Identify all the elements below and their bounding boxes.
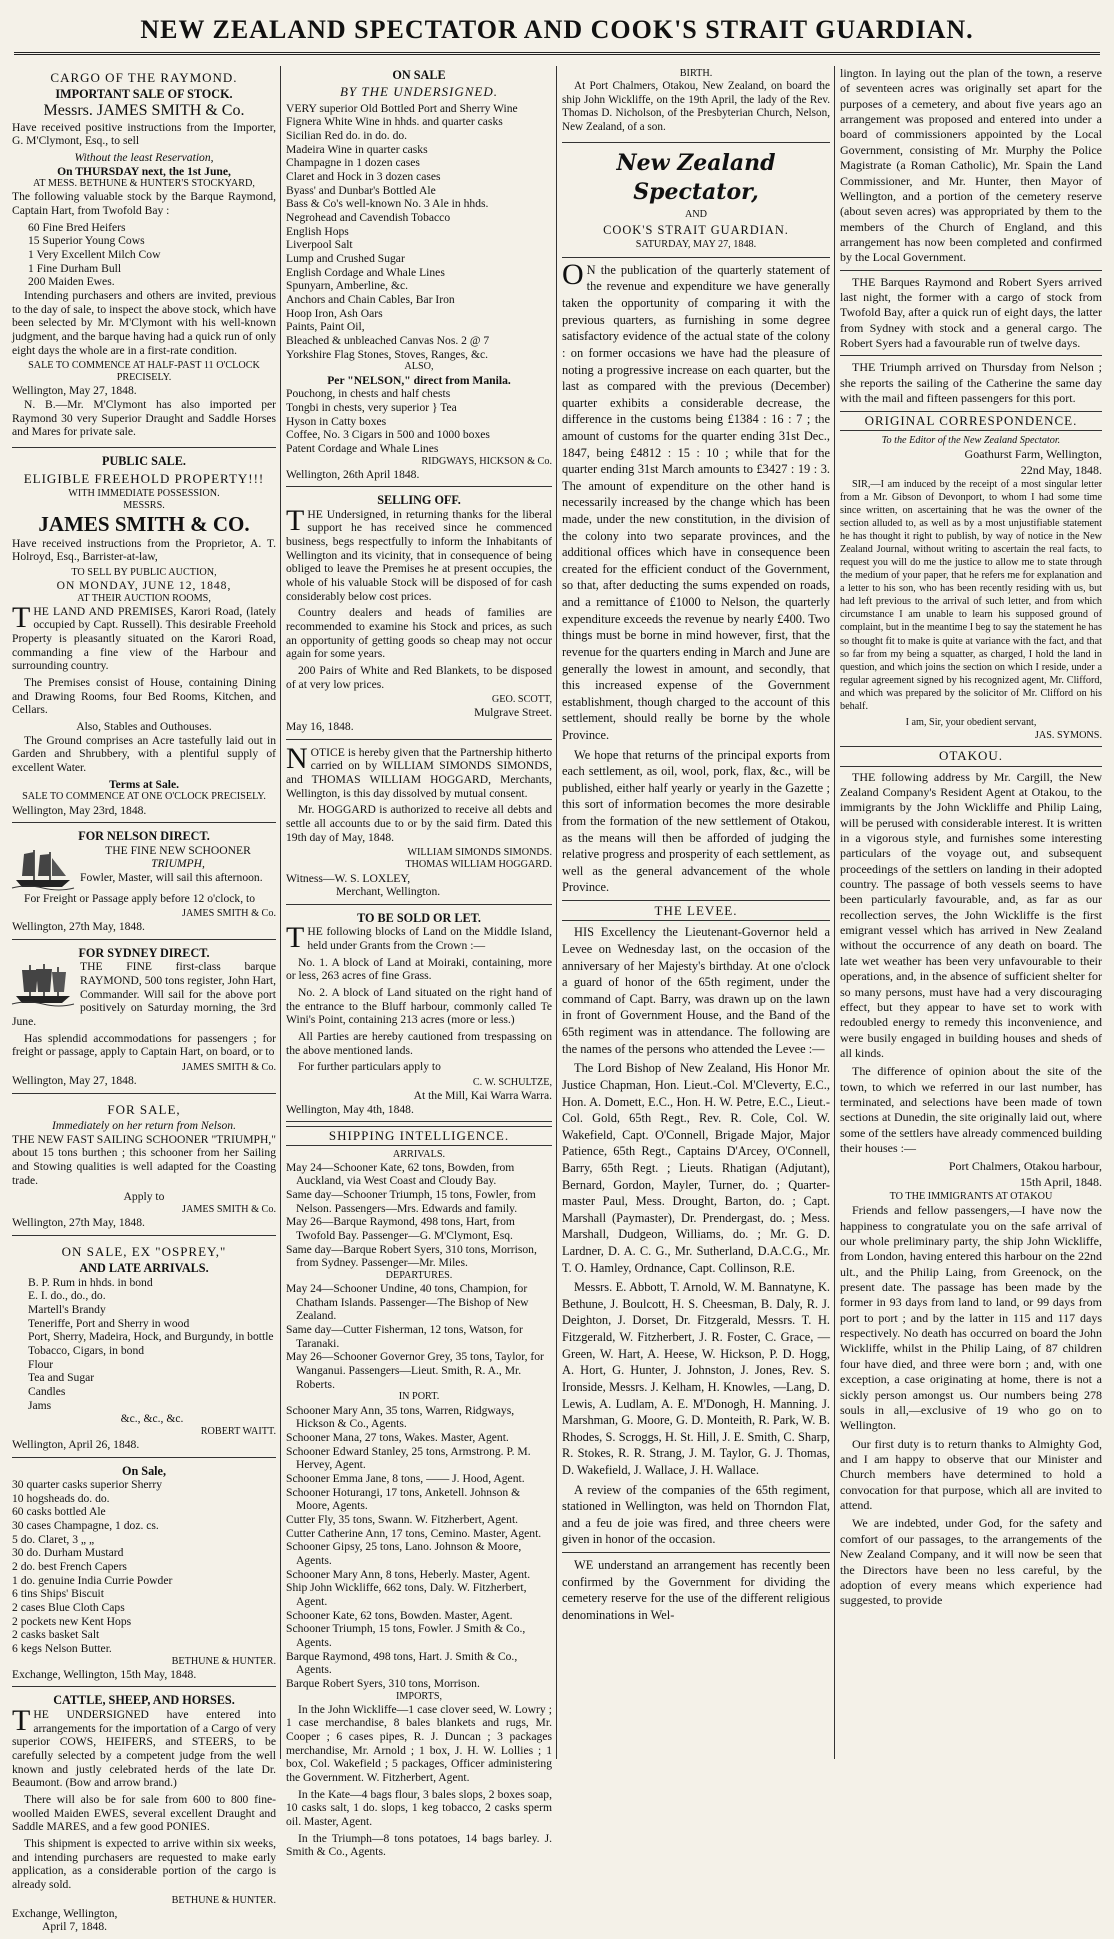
list-item: Yorkshire Flag Stones, Stoves, Ranges, &c.	[286, 347, 489, 361]
divider	[840, 270, 1102, 271]
ad-note: N. B.—Mr. M'Clymont has also imported per Raymond 30 very Superior Draught and Saddle Horses and Mares for private sale.	[12, 398, 276, 439]
column-rule	[834, 66, 835, 1759]
ad-title: ON SALE	[392, 68, 446, 82]
list-item: Same day—Schooner Triumph, 15 tons, Fowler, from Nelson. Passengers—Mrs. Edwards and family.	[286, 1188, 536, 1215]
dateline: Wellington, April 26, 1848.	[12, 1437, 140, 1451]
sale-date: On THURSDAY next, the 1st June,	[57, 164, 231, 178]
section-title: OTAKOU.	[840, 746, 1102, 767]
letter-address: Port Chalmers, Otakou harbour,	[948, 1159, 1102, 1174]
paper-name: New Zealand Spectator,	[616, 149, 776, 206]
section-title: ORIGINAL CORRESPONDENCE.	[840, 411, 1102, 432]
goods-list	[286, 102, 552, 362]
list-item: 30 cases Champagne, 1 doz. cs.	[12, 1519, 159, 1533]
list-item: Schooner Emma Jane, 8 tons, —— J. Hood, Agent.	[286, 1471, 525, 1485]
list-item: Schooner Mary Ann, 35 tons, Warren, Ridgways, Hickson & Co., Agents.	[286, 1403, 515, 1431]
ad-text: Have received instructions from the Proprietor, A. T. Holroyd, Esq., Barrister-at-law,	[12, 536, 276, 564]
otakou-paragraph: THE following address by Mr. Cargill, the New Zealand Company's Resident Agent at Otakou, to the immigrants by the John Wickliffe and Philip Laing, will be perused with considerable interest. It is written in a vigorous style, and furnishes some interesting particulars of the voyage out, and subsequent proceedings of the settlers on landing in their adopted country. The passage of both vessels seems to have been particularly favourable, and, as far as our recollection serves, the John Wickliffe is the first emigrant vessel which has arrived in New Zealand without the occurrence of any death on board. The late wet weather has been very unfavourable to their operations, and, in the absence of sufficient shelter for so many persons, must have had a very discouraging effect, but they appear to have set to work with redoubled energy to remedy this inconvenience, and were busily engaged in building houses and sheds of all kinds.	[840, 769, 1102, 1060]
stock-list	[12, 221, 276, 289]
section-title: BIRTH.	[679, 68, 713, 79]
goods-list	[12, 1478, 276, 1656]
agent: ROBERT WAITT.	[200, 1425, 276, 1437]
imports-list	[286, 1703, 552, 1859]
agent: BETHUNE & HUNTER.	[171, 1655, 276, 1667]
list-item: Hyson in Catty boxes	[286, 414, 387, 428]
news-paragraph: THE Triumph arrived on Thursday from Nelson ; she reports the sailing of the Catherine the same day with the mail and fifteen passengers for this port.	[840, 360, 1102, 406]
list-item: Hoop Iron, Ash Oars	[286, 306, 383, 320]
ad-title: CATTLE, SHEEP, AND HORSES.	[53, 1693, 235, 1708]
letter-date: 22nd May, 1848.	[1020, 462, 1102, 477]
firm-name: JAMES SMITH & CO.	[38, 511, 250, 536]
list-item: Barque Raymond, 498 tons, Hart. J. Smith & Co., Agents.	[286, 1649, 518, 1677]
news-paragraph: THE Barques Raymond and Robert Syers arrived last night, the former with a cargo of stock from Twofold Bay, after a quick run of eight days, the latter from Sydney with stock and a general cargo. The Robert Syers had a favourable run of twelve days.	[840, 274, 1102, 351]
ad-subtitle: ELIGIBLE FREEHOLD PROPERTY!!!	[23, 470, 265, 486]
ad-text: Have received positive instructions from the Importer, G. M'Clymont, Esq., to sell	[12, 120, 276, 148]
ad-text: Without the least Reservation,	[74, 150, 214, 164]
signature: THOMAS WILLIAM HOGGARD.	[405, 859, 552, 871]
list-item: 15 Superior Young Cows	[28, 234, 145, 248]
divider	[840, 355, 1102, 356]
letter-addressee: To the Editor of the New Zealand Spectator.	[881, 435, 1061, 447]
paper-subtitle: COOK'S STRAIT GUARDIAN.	[603, 222, 789, 237]
subsection-title: IN PORT.	[398, 1391, 440, 1403]
goods-list	[286, 387, 552, 455]
shipping-intelligence	[286, 1126, 552, 1859]
list-item: Claret and Hock in 3 dozen cases	[286, 170, 441, 184]
ad-subtitle: Per "NELSON," direct from Manila.	[327, 373, 511, 387]
list-item: 60 Fine Bred Heifers	[28, 220, 126, 234]
list-item: Patent Cordage and Whale Lines	[286, 441, 439, 455]
ad-title: PUBLIC SALE.	[102, 454, 186, 469]
issue-date: SATURDAY, MAY 27, 1848.	[635, 239, 757, 251]
ad-nelson-direct	[12, 827, 276, 940]
list-item: Candles	[28, 1384, 66, 1398]
sale-time: SALE TO COMMENCE AT HALF-PAST 11 O'CLOCK PRECISELY.	[28, 360, 260, 384]
list-item: Madeira Wine in quarter casks	[286, 142, 428, 156]
editorial-paragraph: ON the publication of the quarterly statement of the revenue and expenditure we have generally taken the opportunity of comparing it with the previous quarters, as furnishing in some degree satisfactory evidence of the actual state of the colony : on former occasions we have had the pleasure of noting a progressive increase on each quarter, but the last as compared with the previous (December) quarter exhibits a considerable decrease, the difference in the customs being £1384 : 16 : 7 ; the amount of customs for the quarter ending 31st Dec., 1847, being £4812 : 15 : 10 ; while that for the quarter ending 31st March amounts to £3427 : 19 : 3. The amount of expenditure on the other hand is necessarily increased by the change which has been made, under the new constitution, in the division of the colony into two separate provinces, and the additional offices which have in consequence been created for the efficient conduct of the Government, so that, after deducting the sums expended on roads, and a remittance of £1000 to Nelson, the quarterly expenditure exceeds the revenue by nearly £400. Two things must be borne in mind however, first, that the revenue for the quarters ending in March and June are generally the lowest in amount, and secondly, that this increased expense of the Government establishment, though charged to the account of this settlement, should really be borne by the whole Province.	[562, 257, 831, 742]
signature: WILLIAM SIMONDS SIMONDS.	[407, 847, 552, 859]
list-item: Sicilian Red do. in do. do.	[286, 129, 408, 143]
signature: JAS. SYMONS.	[1034, 729, 1102, 741]
list-item: Schooner Mana, 27 tons, Wakes. Master, Agent.	[286, 1430, 509, 1444]
ad-text: TO SELL BY PUBLIC AUCTION,	[71, 567, 217, 579]
firm-name: Messrs. JAMES SMITH & Co.	[43, 101, 245, 119]
ad-cattle	[12, 1691, 276, 1939]
ad-text: THE Undersigned, in returning thanks for the liberal support he has received since he commenced business, begs respectfully to inform the Inhabitants of Wellington and its vicinity, that in consequence of being obliged to leave the Premises he at present occupies, the whole of his valuable Stock will be disposed of for cash considerably below cost prices.	[286, 503, 552, 603]
birth-notice	[562, 66, 830, 143]
ad-freehold	[12, 452, 276, 823]
agent: RIDGWAYS, HICKSON & Co.	[421, 455, 552, 467]
list-item: Barque Robert Syers, 310 tons, Morrison.	[286, 1676, 480, 1690]
list-item: 2 pockets new Kent Hops	[12, 1614, 132, 1628]
column-2	[286, 66, 552, 1859]
in-port-list	[286, 1404, 552, 1691]
list-item: Jams	[28, 1398, 52, 1412]
ad-subtitle: Immediately on her return from Nelson.	[52, 1119, 236, 1133]
divider	[562, 1552, 830, 1553]
ad-text: NOTICE is hereby given that the Partnership hitherto carried on by WILLIAM SIMONDS SIMONDS, and THOMAS WILLIAM HOGGARD, Merchants, Wellington, is this day dissolved by mutual consent.	[286, 741, 552, 800]
list-item: Bass & Co's well-known No. 3 Ale in hhds.	[286, 197, 489, 211]
ad-title: ON SALE, EX "OSPREY,"	[61, 1243, 227, 1259]
section-title: SHIPPING INTELLIGENCE.	[286, 1126, 552, 1145]
list-item: 30 quarter casks superior Sherry	[12, 1478, 163, 1492]
dateline: Wellington, May 4th, 1848.	[286, 1102, 414, 1116]
dateline: Wellington, May 27, 1848.	[12, 384, 137, 398]
letter-close: I am, Sir, your obedient servant,	[905, 716, 1037, 728]
ship-icon	[12, 962, 74, 1006]
list-item: Bleached & unbleached Canvas Nos. 2 @ 7	[286, 334, 490, 348]
letter-addressee: TO THE IMMIGRANTS AT OTAKOU	[889, 1191, 1053, 1203]
editorial-paragraph: We hope that returns of the principal exports from each settlement, as oil, wool, pork, flax, &c., will be published, either half yearly or yearly in the Gazette ; this sort of information becomes the more desirable from the formation of the new settlement of Otakou, as the means will then be afforded of judging the relative progress and prosperity of each settlement, as well as the general advancement of the whole Province.	[562, 747, 830, 895]
ad-to-be-sold	[286, 909, 552, 1122]
list-item: Paints, Paint Oil,	[286, 320, 365, 334]
ad-text: THE FINE first-class barque RAYMOND, 500 tons register, John Hart, Commander. Will sail for the above port positively on Saturday morning, the 3rd June.	[12, 960, 276, 1029]
list-item: B. P. Rum in hhds. in bond	[28, 1275, 153, 1289]
subsection-title: IMPORTS,	[395, 1690, 443, 1702]
list-item: English Hops	[286, 224, 349, 238]
list-item: Flour	[28, 1357, 54, 1371]
dateline: April 7, 1848.	[42, 1920, 108, 1934]
list-item: E. I. do., do., do.	[28, 1289, 106, 1303]
list-item: 30 do. Durham Mustard	[12, 1546, 124, 1560]
sale-date: ON MONDAY, JUNE 12, 1848,	[56, 579, 232, 593]
column-3	[562, 66, 830, 1759]
ad-text: THE FINE NEW SCHOONER	[105, 843, 251, 857]
ad-text: ALSO,	[404, 361, 434, 373]
agent: JAMES SMITH & Co.	[182, 1204, 276, 1216]
list-item: 6 kegs Nelson Butter.	[12, 1642, 112, 1656]
column-1	[12, 66, 276, 1934]
ad-text: The following valuable stock by the Barque Raymond, Captain Hart, from Twofold Bay :	[12, 190, 276, 217]
ad-title: TO BE SOLD OR LET.	[357, 910, 481, 925]
witness: Witness—W. S. LOXLEY,	[286, 871, 411, 885]
list-item: Martell's Brandy	[28, 1302, 106, 1316]
agent-address: At the Mill, Kai Warra Warra.	[413, 1089, 552, 1102]
otakou-paragraph: We are indebted, under God, for the safety and comfort of our passages, to the arrangements of the New Zealand Company, and it will now be seen that the Directors have been no less careful, by the adoption of every means which experience had suggested, to provide	[840, 1516, 1102, 1608]
ad-text: THE NEW FAST SAILING SCHOONER "TRIUMPH," about 15 tons burthen ; this schooner from her Sailing and Stowing qualities is well adapted for the Coasting trade.	[12, 1132, 276, 1187]
agent: C. W. SCHULTZE,	[472, 1076, 552, 1088]
list-item: Anchors and Chain Cables, Bar Iron	[286, 293, 455, 307]
list-item: May 26—Barque Raymond, 498 tons, Hart, from Twofold Bay. Passenger—G. M'Clymont, Esq.	[286, 1215, 515, 1243]
list-item: 1 do. genuine India Currie Powder	[12, 1573, 173, 1587]
list-item: Schooner Edward Stanley, 25 tons, Armstrong. P. M. Hervey, Agent.	[286, 1444, 531, 1472]
ad-text: Fowler, Master, will sail this afternoon.	[80, 870, 263, 884]
list-item: In the Triumph—8 tons potatoes, 14 bags barley. J. Smith & Co., Agents.	[286, 1831, 552, 1859]
list-item: Tongbi in chests, very superior } Tea	[286, 400, 457, 414]
list-item: In the Kate—4 bags flour, 3 bales slops, 2 boxes soap, 10 casks salt, 1 do. slops, 1 keg tobacco, 2 casks sperm oil. Master, Agent.	[286, 1787, 552, 1829]
ad-osprey	[12, 1240, 276, 1458]
otakou-paragraph: Our first duty is to return thanks to Almighty God, and I am happy to observe that our Minister and Church members have determined to hold a convocation for that purpose, which all are invited to attend.	[840, 1436, 1102, 1513]
goods-list	[12, 1276, 276, 1426]
ad-text: No. 1. A block of Land at Moiraki, containing, more or less, 263 acres of fine Grass.	[286, 955, 552, 983]
letter-body: SIR,—I am induced by the receipt of a most singular letter from a Mr. Gibson of Devonport, to whom I had some time since written, on ascertaining that he was the owner of the section alluded to, as well as by a most unjustifiable statement he has thought it right to publish, by way of notice in the New Zealand Journal, without writing to ascertain the real facts, to request you will do me the justice to allow me to state through the medium of your paper, that he refers me for explanation and a letter to his son, who has been recently residing with us, but had left previous to the arrival of such letter, and from which circumstance I am unable to learn his supposed ground of complaint, but in the meantime I beg to say the statement he has so thought fit to make is quite at variance with the fact, and that so far from my being a squatter, as charged, I hold the land in question, and which joins the section on which I reside, under a regular agreement signed by his recognized agent, Mr. Clifford, and which was prepared by the solicitor of Mr. Clifford on his behalf.	[840, 478, 1102, 712]
ad-subtitle: WITH IMMEDIATE POSSESSION.	[68, 487, 220, 499]
dateline: Exchange, Wellington,	[12, 1906, 118, 1920]
list-item: Teneriffe, Port and Sherry in wood	[28, 1316, 190, 1330]
list-item: 1 Fine Durham Bull	[28, 261, 122, 275]
list-item: &c., &c., &c.	[120, 1412, 184, 1426]
ship-icon	[12, 846, 74, 890]
dateline: Wellington, 27th May, 1848.	[12, 920, 145, 934]
column-rule	[556, 66, 557, 1759]
ad-text: Intending purchasers and others are invited, previous to the day of sale, to inspect the above stock, which have been selected by Mr. M'Clymont with his well-known judgment, and the barque having had a quick run of only eight days the whole are in a first-rate condition.	[12, 289, 276, 357]
otakou-paragraph: Friends and fellow passengers,—I have now the happiness to congratulate you on the safe arrival of our whole preliminary party, the ship John Wickliffe, from London, having entered this harbour on the 22nd ult., and the Philip Laing, from Greenock, on the present date. The passage has been made by the former in 93 days from land to land, or 99 days from port to port ; and by the latter in 115 and 117 days respectively. No death has occurred on board the John Wickliffe, whilst in the Philip Laing, of 87 children four have died, and three were born ; and, with one exception, a case originating at home, there is not a sickly person amongst us. Our numbers being 278 souls in all,—exclusive of 19 who go on to Wellington.	[840, 1203, 1102, 1433]
letter-date: 15th April, 1848.	[1019, 1174, 1102, 1189]
section-title: THE LEVEE.	[562, 900, 830, 921]
cemetery-paragraph: WE understand an arrangement has recently been confirmed by the Government for dividing the cemetery reserve for the use of the different religious denominations in Wel-	[562, 1557, 830, 1622]
ad-text: No. 2. A block of Land situated on the right hand of the entrance to the Bluff harbour, commonly called Te Wini's Point, containing 213 acres (more or less.)	[286, 985, 552, 1027]
list-item: 2 cases Blue Cloth Caps	[12, 1601, 125, 1615]
dateline: Wellington, 27th May, 1848.	[12, 1216, 145, 1230]
ad-title: FOR NELSON DIRECT.	[78, 829, 210, 844]
dateline: Wellington, May 23rd, 1848.	[12, 803, 147, 817]
list-item: Ship John Wickliffe, 662 tons, Daly. W. Fitzherbert, Agent.	[286, 1581, 527, 1608]
ad-for-sale-triumph	[12, 1098, 276, 1236]
list-item: Fignera White Wine in hhds. and quarter casks	[286, 115, 503, 129]
ad-text: For further particulars apply to	[298, 1060, 441, 1074]
ad-text: Also, Stables and Outhouses.	[76, 720, 212, 734]
subsection-title: ARRIVALS.	[392, 1148, 446, 1160]
subsection-title: DEPARTURES.	[385, 1270, 453, 1282]
ad-selling-off	[286, 491, 552, 740]
list-item: Liverpool Salt	[286, 238, 353, 252]
ad-subtitle: BY THE UNDERSIGNED.	[339, 84, 499, 100]
ad-text: Country dealers and heads of families are recommended to examine his Stock and prices, as such an opportunity of getting goods so cheap may not occur again for some years.	[286, 606, 552, 661]
ad-text: The Premises consist of House, containing Dining and Drawing Rooms, four Bed Rooms, Kitchen, and Cellars.	[12, 676, 276, 717]
list-item: May 24—Schooner Kate, 62 tons, Bowden, from Auckland, via West Coast and Cloudy Bay.	[286, 1160, 515, 1188]
list-item: May 24—Schooner Undine, 40 tons, Champion, for Chatham Islands. Passenger—The Bishop of New Zealand.	[286, 1282, 529, 1323]
column-rule	[280, 66, 281, 1759]
witness: Merchant, Wellington.	[336, 885, 441, 899]
ad-text: Terms at Sale.	[108, 777, 180, 791]
masthead: NEW ZEALAND SPECTATOR AND COOK'S STRAIT GUARDIAN.	[14, 8, 1100, 55]
column-4	[840, 66, 1102, 1759]
sale-time: SALE TO COMMENCE AT ONE O'CLOCK PRECISELY.	[22, 791, 266, 803]
list-item: Cutter Fly, 35 tons, Swann. W. Fitzherbert, Agent.	[286, 1512, 519, 1526]
ad-text: 200 Pairs of White and Red Blankets, to be disposed of at very low prices.	[286, 664, 552, 691]
levee-paragraph: Messrs. E. Abbott, T. Arnold, W. M. Bannatyne, K. Bethune, J. Boulcott, H. S. Cheesman, B. Daly, R. J. Deighton, J. Dorset, Dr. Fitzgerald, Messrs. T. H. Fitzgerald, W. Fitzherbert, J. R. Foster, C. Grace, — Green, W. Hart, A. Heese, W. Hickson, P. D. Hogg, A. Hort, G. Hunter, J. Johnston, J. Jones, Rev. S. Ironside, Messrs. J. Kelham, H. Knowles, —Lang, D. Lewis, A. Ludlam, A. E. M'Donogh, H. Manning. J. Marshman, G. Moore, G. D. Monteith, R. Park, W. B. Rhodes, S. Scroggs, H. St. Hill, J. E. Smith, C. Sharp, R. Stokes, R. R. Strang, J. M. Taylor, G. J. Thomas, D. Wakefield, J. Wallace, J. H. Wallace.	[562, 1280, 830, 1477]
ad-text: THE LAND AND PREMISES, Karori Road, (lately occupied by Capt. Russell). This desirable Freehold Property is pleasantly situated on the Karori Road, commanding a fine view of the Harbour and surrounding country.	[12, 600, 276, 673]
list-item: VERY superior Old Bottled Port and Sherry Wine	[286, 101, 518, 115]
ship-name: TRIUMPH,	[151, 857, 205, 871]
ad-title: FOR SYDNEY DIRECT.	[78, 945, 210, 960]
agent: GEO. SCOTT,	[491, 694, 552, 706]
ad-cargo-raymond	[12, 66, 276, 448]
ad-text: The Ground comprises an Acre tastefully laid out in Garden and Shrubbery, with a plentiful supply of excellent Water.	[12, 733, 276, 775]
dateline: Exchange, Wellington, 15th May, 1848.	[12, 1667, 197, 1681]
list-item: Spunyarn, Amberline, &c.	[286, 279, 409, 293]
paper-name-join: AND	[684, 208, 708, 220]
list-item: Coffee, No. 3 Cigars in 500 and 1000 boxes	[286, 428, 490, 442]
ad-title: FOR SALE,	[107, 1101, 181, 1117]
ad-text: There will also be for sale from 600 to 800 fine-woolled Maiden EWES, several excellent Draught and Saddle MARES, and a few good PONIES.	[12, 1792, 276, 1834]
list-item: Schooner Mary Ann, 8 tons, Heberly. Master, Agent.	[286, 1567, 531, 1581]
levee-paragraph: A review of the companies of the 65th regiment, stationed in Wellington, was held on Thorndon Flat, and a feu de joie was fired, and three cheers were given in honor of the occasion.	[562, 1482, 830, 1547]
list-item: Negrohead and Cavendish Tobacco	[286, 211, 451, 225]
list-item: Tobacco, Cigars, in bond	[28, 1343, 145, 1357]
ad-title: On Sale,	[121, 1463, 167, 1478]
ad-text: Mr. HOGGARD is authorized to receive all debts and settle all accounts due to or by the said firm. Dated this 19th day of May, 1848.	[286, 803, 552, 844]
list-item: English Cordage and Whale Lines	[286, 265, 445, 279]
ad-notice	[286, 741, 552, 905]
ad-wines	[286, 66, 552, 487]
list-item: Byass' and Dunbar's Bottled Ale	[286, 183, 436, 197]
agent: JAMES SMITH & Co.	[182, 1062, 276, 1074]
sale-place: AT MESS. BETHUNE & HUNTER'S STOCKYARD,	[33, 178, 255, 190]
list-item: 2 casks basket Salt	[12, 1628, 100, 1642]
list-item: May 26—Schooner Governor Grey, 35 tons, Taylor, for Wanganui. Passengers—Lieut. Smith, R. A., Mr. Roberts.	[286, 1350, 544, 1391]
list-item: In the John Wickliffe—1 case clover seed, W. Lowry ; 1 case merchandise, 8 bales blankets and rugs, Mr. Cooper ; 6 cases pipes, R. J. Duncan ; 3 packages merchandise, Mr. Arnold ; 1 box, J. H. W. Lollies ; 1 box, Col. Wakefield ; 5 packages, Officer administering the Government. W. Fitzherbert, Agent.	[286, 1702, 552, 1785]
agent: JAMES SMITH & Co.	[182, 908, 276, 920]
letter-address: Goathurst Farm, Wellington,	[964, 447, 1102, 462]
sale-place: AT THEIR AUCTION ROOMS,	[77, 592, 211, 604]
list-item: 2 do. best French Capers	[12, 1560, 127, 1574]
dateline: May 16, 1848.	[286, 720, 354, 734]
list-item: 10 hogsheads do. do.	[12, 1491, 110, 1505]
list-item: Pouchong, in chests and half chests	[286, 387, 451, 401]
list-item: 5 do. Claret, 3 „ „	[12, 1532, 95, 1546]
ad-subtitle: IMPORTANT SALE OF STOCK.	[55, 87, 233, 102]
birth-text: At Port Chalmers, Otakou, New Zealand, on board the ship John Wickliffe, on the 19th April, the lady of the Rev. Thomas D. Nicholson, of the Presbyterian Church, Nelson, New Zealand, of a son.	[562, 80, 830, 133]
dateline: Wellington, 26th April 1848.	[286, 467, 420, 481]
otakou-paragraph: The difference of opinion about the site of the town, to which we referred in our last number, has terminated, and selections have been made of town sections at Dunedin, the site originally laid out, where some of the settlers have already commenced building their houses :—	[840, 1064, 1102, 1156]
list-item: Same day—Cutter Fisherman, 12 tons, Watson, for Taranaki.	[286, 1323, 523, 1350]
ad-text: THE UNDERSIGNED have entered into arrangements for the importation of a Cargo of very superior COWS, HEIFERS, and STEERS, to be carefully selected by a competent judge from the well known and justly celebrated herds of the late Dr. Beaumont. (Bow and arrow brand.)	[12, 1703, 276, 1790]
ad-text: All Parties are hereby cautioned from trespassing on the above mentioned lands.	[286, 1029, 552, 1057]
departures-list	[286, 1282, 552, 1391]
ad-title: CARGO OF THE RAYMOND.	[50, 70, 238, 85]
list-item: Schooner Hoturangi, 17 tons, Anketell. Johnson & Moore, Agents.	[286, 1485, 521, 1513]
ad-subtitle: AND LATE ARRIVALS.	[79, 1261, 209, 1276]
ad-text: MESSRS.	[123, 499, 165, 511]
list-item: Same day—Barque Robert Syers, 310 tons, Morrison, from Sydney. Passenger—Mr. Miles.	[286, 1242, 537, 1270]
dateline: Wellington, May 27, 1848.	[12, 1074, 137, 1088]
ad-text: For Freight or Passage apply before 12 o'clock, to	[24, 891, 256, 905]
editorial-flag	[562, 147, 830, 258]
agent: BETHUNE & HUNTER.	[171, 1894, 276, 1906]
list-item: 60 casks bottled Ale	[12, 1505, 106, 1519]
cemetery-paragraph-cont: lington. In laying out the plan of the town, a reserve of seventeen acres was originally set apart for the purposes of a cemetery, and about five years ago an arrangement was proposed and entered into under a board of commissioners appointed by the Local Government, consisting of Mr. Murphy the Police Magistrate (a Roman Catholic), Mr. Spain the Land Commissioner, and Mr. Hunter, then Mayor of Wellington, and a portion of the cemetery reserve (about seven acres) was appropriated by them to the members of the Church of England, and this arrangement has now been completed and confirmed by the Local Government.	[840, 66, 1102, 265]
ad-on-sale	[12, 1462, 276, 1688]
ad-sydney-direct	[12, 944, 276, 1094]
list-item: Cutter Catherine Ann, 17 tons, Cemino. Master, Agent.	[286, 1526, 542, 1540]
list-item: Lump and Crushed Sugar	[286, 252, 405, 266]
ad-title: SELLING OFF.	[377, 493, 461, 508]
list-item: 200 Maiden Ewes.	[28, 275, 115, 289]
ad-text: This shipment is expected to arrive within six weeks, and intending purchasers are requested to make early application, as a considerable portion of the cargo is already sold.	[12, 1836, 276, 1891]
list-item: Schooner Gipsy, 25 tons, Lano. Johnson & Moore, Agents.	[286, 1540, 522, 1567]
agent-address: Mulgrave Street.	[474, 706, 552, 720]
levee-paragraph: The Lord Bishop of New Zealand, His Honor Mr. Justice Chapman, Hon. Lieut.-Col. M'Cleverty, E.C., Hon. A. Domett, E.C., Hon. H. W. Petre, E.C., Lieut.-Col. Gold, 65th Regt., Rev. R. Cole, Col. W. Wakefield, Capt. O'Connell, Brigade Major, Major Patience, 65th Regt., Captains D'Arcey, O'Connell, Barry, 65th Regt. ; Lieuts. Rhatigan (Adjutant), Bernard, Gordon, Mayler, Turner, do. ; Quarter-master Paul, Mess. Drought, Barton, do. ; Capt. Marshall (Paymaster), Dr. Prendergast, do. ; Mess. Marshall, Dudgeon, Williams, do. ; Mr. G. D. Lardner, D. A. C. G., Mr. Sutherland, D.A.C.G., Mr. T. O. Hamley, Ordnance, Capt. Collinson, R.E.	[562, 1061, 830, 1275]
list-item: Schooner Triumph, 15 tons, Fowler. J Smith & Co., Agents.	[286, 1622, 526, 1649]
list-item: Champagne in 1 dozen cases	[286, 156, 420, 170]
levee-paragraph: HIS Excellency the Lieutenant-Governor held a Levee on Wednesday last, on the occasion of the anniversary of her Majesty's birthday. At one o'clock a guard of honor of the 65th regiment, under the command of Capt. Barry, was drawn up on the lawn in front of Government House, and the Band of the 65th regiment was in attendance. The following are the names of the persons who attended the Levee :—	[562, 925, 830, 1056]
list-item: 6 tins Ships' Biscuit	[12, 1587, 104, 1601]
list-item: Port, Sherry, Madeira, Hock, and Burgundy, in bottle	[28, 1330, 274, 1344]
list-item: Tea and Sugar	[28, 1371, 95, 1385]
list-item: 1 Very Excellent Milch Cow	[28, 248, 161, 261]
arrivals-list	[286, 1161, 552, 1270]
ad-text: THE following blocks of Land on the Middle Island, held under Grants from the Crown :—	[286, 921, 552, 955]
ad-text: Has splendid accommodations for passengers ; for freight or passage, apply to Captain Hart, on board, or to	[12, 1031, 276, 1059]
ad-text: Apply to	[123, 1190, 165, 1204]
list-item: Schooner Kate, 62 tons, Bowden. Master, Agent.	[286, 1608, 513, 1622]
